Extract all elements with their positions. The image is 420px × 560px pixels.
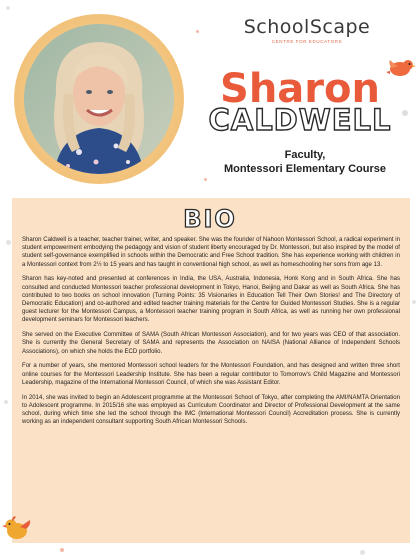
bio-paragraph: She served on the Executive Committee of SAMA (South African Montessori Association), and for two years was CEO of that association. She is currently the General Secretary of SAMA and represents the Association on NAISA (National Alliance of Independent Schools Associations), on which she holds the ECD portfolio. [22, 332, 400, 355]
bio-paragraph: In 2014, she was invited to begin an Adolescent programme at the Montessori School of Tokyo, after completing the AMI/NAMTA Orientation to Adolescent programme. In 2015/16 she was employed as Curriculum Coordinator and Director of Professional Development at the same school, during which time she led the school through the IMC (International Montessori Council) Accreditation process. She is currently working as an independent consultant supporting South African Montessori Schools. [22, 394, 400, 426]
bio-body [22, 236, 400, 433]
decor-dot [412, 300, 416, 304]
decor-dot [4, 400, 8, 404]
bird-icon [2, 514, 32, 542]
last-name: CALDWELL [208, 103, 392, 137]
role-line-2: Montessori Elementary Course [224, 163, 386, 175]
decor-dot [6, 240, 11, 245]
bio-heading: BIO [183, 205, 237, 233]
role-line-1: Faculty, [284, 149, 326, 161]
logo-text: SchoolScape [243, 16, 371, 38]
decor-dot [196, 30, 199, 33]
role-title [200, 148, 410, 176]
portrait-frame [14, 14, 184, 184]
bio-paragraph: Sharon has key-noted and presented at conferences in India, the USA, Australia, Indonesia, Honk Kong and in South Africa. She has consulted and conducted Montessori teacher professional development in Tokyo, Hanoi, Beijing and Dakar as well as South Africa. She has contributed to two books on school innovation (Turning Points: 35 Visionaries in Education Tell Their Own Stories! and The Directory of Democratic Education) and co-authored and edited teacher training materials for the Centre for Guided Montessori Studies. She is a regular guest lecturer for the Montessori Campus, a Montessori teacher training program in South Africa, as well as running her own professional development seminars for Montessori teachers. [22, 276, 400, 324]
decor-dot [360, 550, 365, 555]
schoolscape-logo [222, 16, 392, 44]
profile-photo [24, 24, 174, 174]
decor-dot [6, 6, 10, 10]
bio-paragraph: Sharon Caldwell is a teacher, teacher trainer, writer, and speaker. She was the founder of Nahoon Montessori School, a radical experiment in student empowerment embodying the pedagogy and vision of student liberty encouraged by Dr. Montessori, but also inspired by the model of student self-governance exemplified in schools within the Democratic and Free School tradition. She has experience working with children in a Montessori context from 2½ to 15 years and has taught in conventional high school, as well as homeschooling her sons from age 13. [22, 237, 400, 268]
first-name: Sharon [220, 66, 380, 112]
decor-dot [204, 178, 207, 181]
bio-paragraph: For a number of years, she mentored Montessori school leaders for the Montessori Foundation, and has designed and written three short online courses for the Montessori Leadership Institute. She has been a regular contributor to Tomorrow's Child Magazine and Montessori Leadership, magazine of the International Montessori Council, of which she was Assistant Editor. [22, 363, 400, 386]
logo-subtitle: CENTRE FOR EDUCATORS [271, 39, 343, 44]
decor-dot [60, 548, 64, 552]
